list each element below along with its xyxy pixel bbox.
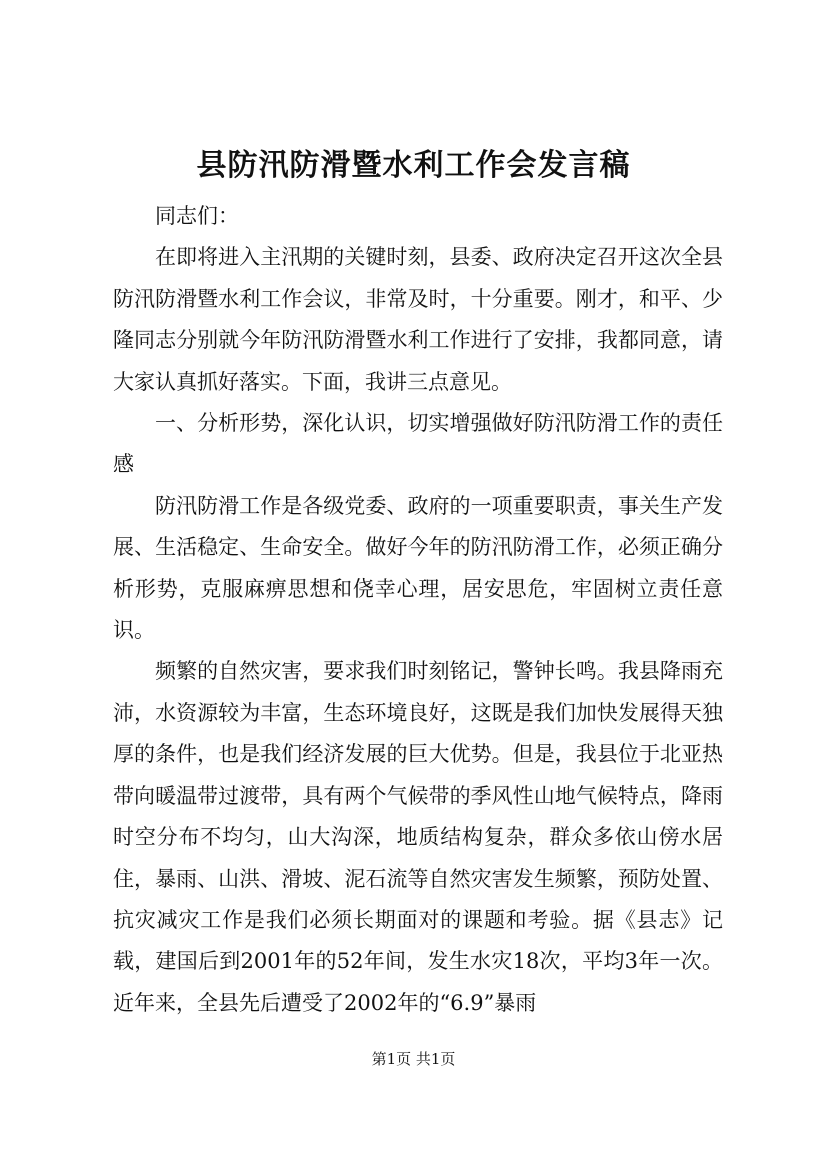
document-title: 县防汛防滑暨水利工作会发言稿	[196, 148, 631, 183]
salutation-paragraph: 同志们：	[155, 204, 239, 228]
section-heading-1: 一、分析形势，深化认识，切实增强做好防汛防滑工作的责任感	[113, 411, 723, 477]
intro-paragraph: 在即将进入主汛期的关键时刻，县委、政府决定召开这次全县防汛防滑暨水利工作会议，非常及时，十分重要。刚才，和平、少隆同志分别就今年防汛防滑暨水利工作进行了安排，我都同意，请大家认真抓好落实。下面，我讲三点意见。	[113, 245, 723, 394]
page-footer: 第1页 共1页	[371, 1050, 456, 1068]
body-paragraph: 频繁的自然灾害，要求我们时刻铭记，警钟长鸣。我县降雨充沛，水资源较为丰富，生态环境良好，这既是我们加快发展得天独厚的条件，也是我们经济发展的巨大优势。但是，我县位于北亚热带向暖温带过渡带，具有两个气候带的季风性山地气候特点，降雨时空分布不均匀，山大沟深，地质结构复杂，群众多依山傍水居住，暴雨、山洪、滑坡、泥石流等自然灾害发生频繁，预防处置、抗灾减灾工作是我们必须长期面对的课题和考验。据《县志》记载，建国后到2001年的52年间，发生水灾18次，平均3年一次。近年来，全县先后遭受了2002年的“6.9”暴雨	[113, 659, 723, 1015]
body-paragraph: 防汛防滑工作是各级党委、政府的一项重要职责，事关生产发展、生活稳定、生命安全。做好今年的防汛防滑工作，必须正确分析形势，克服麻痹思想和侥幸心理，居安思危，牢固树立责任意识。	[113, 493, 723, 643]
document-body	[113, 196, 723, 1024]
